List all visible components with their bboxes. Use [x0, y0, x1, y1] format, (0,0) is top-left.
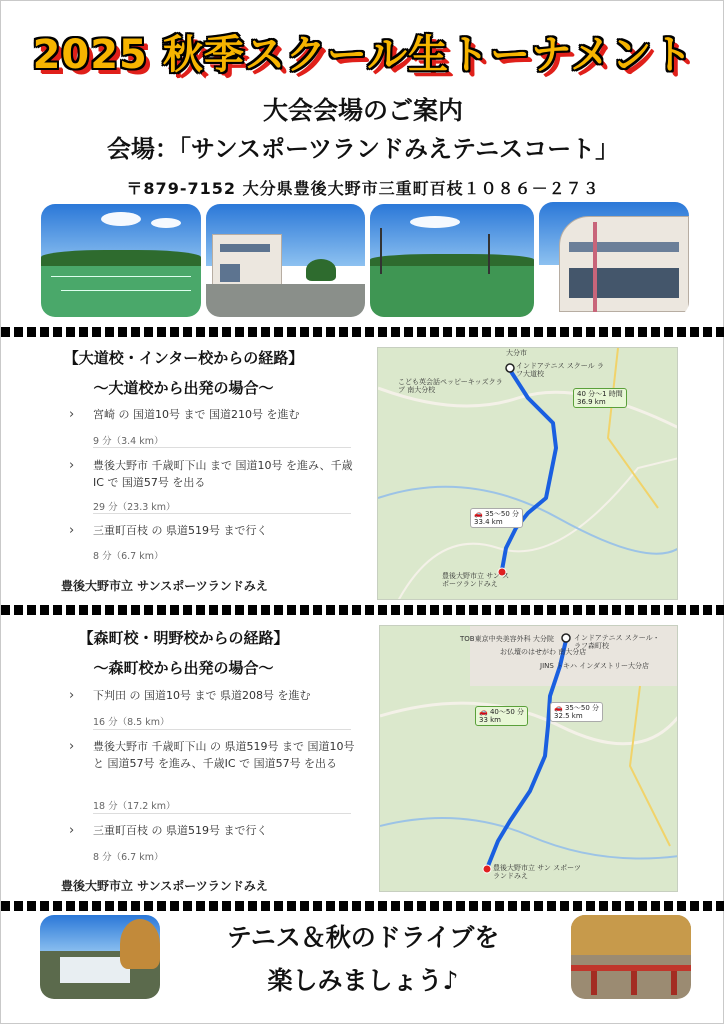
divider [93, 447, 351, 448]
building-photo [539, 202, 689, 316]
chevron-right-icon: › [69, 458, 75, 473]
car-icon: 🚗 [474, 510, 485, 518]
waterfall-photo [40, 915, 160, 999]
car-icon: 🚗 [479, 708, 490, 716]
map-time-box: 40 分～1 時間 36.9 km [573, 388, 627, 408]
route1-heading: 【大道校・インター校からの経路】 [63, 349, 304, 367]
venue-guide-heading: 大会会場のご案内 [262, 96, 463, 125]
map-poi-label: TOB東京中央美容外科 大分院 [460, 635, 554, 643]
map-route-box: 🚗 35～50 分 33.4 km [470, 508, 523, 528]
divider [93, 813, 351, 814]
car-icon: 🚗 [554, 704, 565, 712]
chevron-right-icon: › [69, 739, 75, 754]
tennis-courts-photo [41, 204, 201, 317]
divider [93, 729, 351, 730]
route2-heading: 【森町校・明野校からの経路】 [78, 629, 289, 647]
film-divider-bottom [1, 901, 724, 911]
route2-map[interactable] [379, 625, 678, 892]
route2-step-3-distance: 8 分（6.7 km） [93, 852, 164, 863]
map-city-label: 大分市 [506, 349, 527, 357]
map-destination-label: 豊後大野市立 サン スポーツランドみえ [493, 864, 581, 880]
route2-step-1-distance: 16 分（8.5 km） [93, 717, 170, 728]
event-title: 2025 秋季スクール生トーナメント [32, 32, 694, 78]
route1-subheading: ～大道校から出発の場合～ [93, 379, 274, 397]
map-poi-label: お仏壇のはせがわ 南大分店 [500, 648, 587, 656]
route1-step-3-distance: 8 分（6.7 km） [93, 551, 164, 562]
closing-message-line2: 楽しみましょう♪ [267, 966, 459, 995]
divider [93, 513, 351, 514]
map-time-box: 🚗 40～50 分 33 km [475, 706, 528, 726]
map-destination-label: 豊後大野市立 サン スポーツランドみえ [442, 572, 510, 588]
closing-message-line1: テニス＆秋のドライブを [226, 923, 500, 952]
venue-name: 会場：「サンスポーツランドみえテニスコート」 [106, 135, 620, 163]
route2-subheading: ～森町校から出発の場合～ [93, 659, 274, 677]
chevron-right-icon: › [69, 688, 75, 703]
chevron-right-icon: › [69, 407, 75, 422]
route2-destination: 豊後大野市立 サンスポーツランドみえ [61, 879, 268, 893]
red-bridge-photo [571, 915, 691, 999]
route2-step-2-distance: 18 分（17.2 km） [93, 801, 176, 812]
clubhouse-photo [206, 204, 365, 317]
map-poi-label: こども英会話ペッピーキッズクラブ 南大分校 [398, 378, 503, 394]
venue-address: 〒879-7152 大分県豊後大野市三重町百枝１０８６－２７３ [126, 179, 600, 198]
film-divider-middle [1, 605, 724, 615]
route1-step-1-distance: 9 分（3.4 km） [93, 436, 164, 447]
flyer-page: 2025 秋季スクール生トーナメント 大会会場のご案内 会場：「サンスポーツランドみえテニスコート」 〒879-7152 大分県豊後大野市三重町百枝１０８６－２７３ 【大道校・インター校からの経路】 ～大道校から出発の場合～ › 宮崎 の 国道10号 まで 国道210号 を進む 9 分（3.4 km） › 豊後大野市 千歳町下山 まで 国道10号 を進み、千歳IC で 国道57号 を出る 29 分（23.3 km） › 三重町百枝 の 県道519号 まで行く 8 分（6.7 km） 豊後大野市立 サンスポーツランドみえ 大分市 こども英会話ペッピーキッズクラブ 南大分校 インドアテニス スクール ラフ大道校 40 分～1 時間 36.9 km 🚗 35～50 分 33.4 km 豊後大野市立 サン スポーツランドみえ 【森町校・明野校からの経路】 ～森町校から出発の場合～ › 下判田 の 国道10号 まで 県道208号 を進む 16 分（8.5 km） › 豊後大野市 千歳町下山 の 県道519号 まで 国道10号 と 国道57号 を進み、千歳IC で 国道57号 を出る 18 分（17.2 km） › 三重町百枝 の 県道519号 まで行く 8 分（6.7 km） 豊後大野市立 サンスポーツランドみえ TOB東京中央美容外科 大分院 インドアテニス スクール・ラフ森町校 お仏壇のはせがわ 南大分店 JINS トキハ インダストリー大分店 🚗 40～50 分 33 km 🚗 35～50 分 32.5 km 豊後大野市立 サン スポーツランドみえ テニス＆秋のドライブを 楽しみましょう♪ [0, 0, 724, 1024]
route1-destination: 豊後大野市立 サンスポーツランドみえ [61, 579, 268, 593]
chevron-right-icon: › [69, 823, 75, 838]
map-poi-label: JINS トキハ インダストリー大分店 [540, 662, 649, 670]
chevron-right-icon: › [69, 523, 75, 538]
route1-step-2-distance: 29 分（23.3 km） [93, 502, 176, 513]
map-origin-label: インドアテニス スクール・ラフ森町校 [574, 634, 660, 650]
map-route-box: 🚗 35～50 分 32.5 km [550, 702, 603, 722]
film-divider-top [1, 327, 724, 337]
map-origin-label: インドアテニス スクール ラフ大道校 [516, 362, 604, 378]
route1-map[interactable] [377, 347, 678, 600]
court-field-photo [370, 204, 534, 317]
